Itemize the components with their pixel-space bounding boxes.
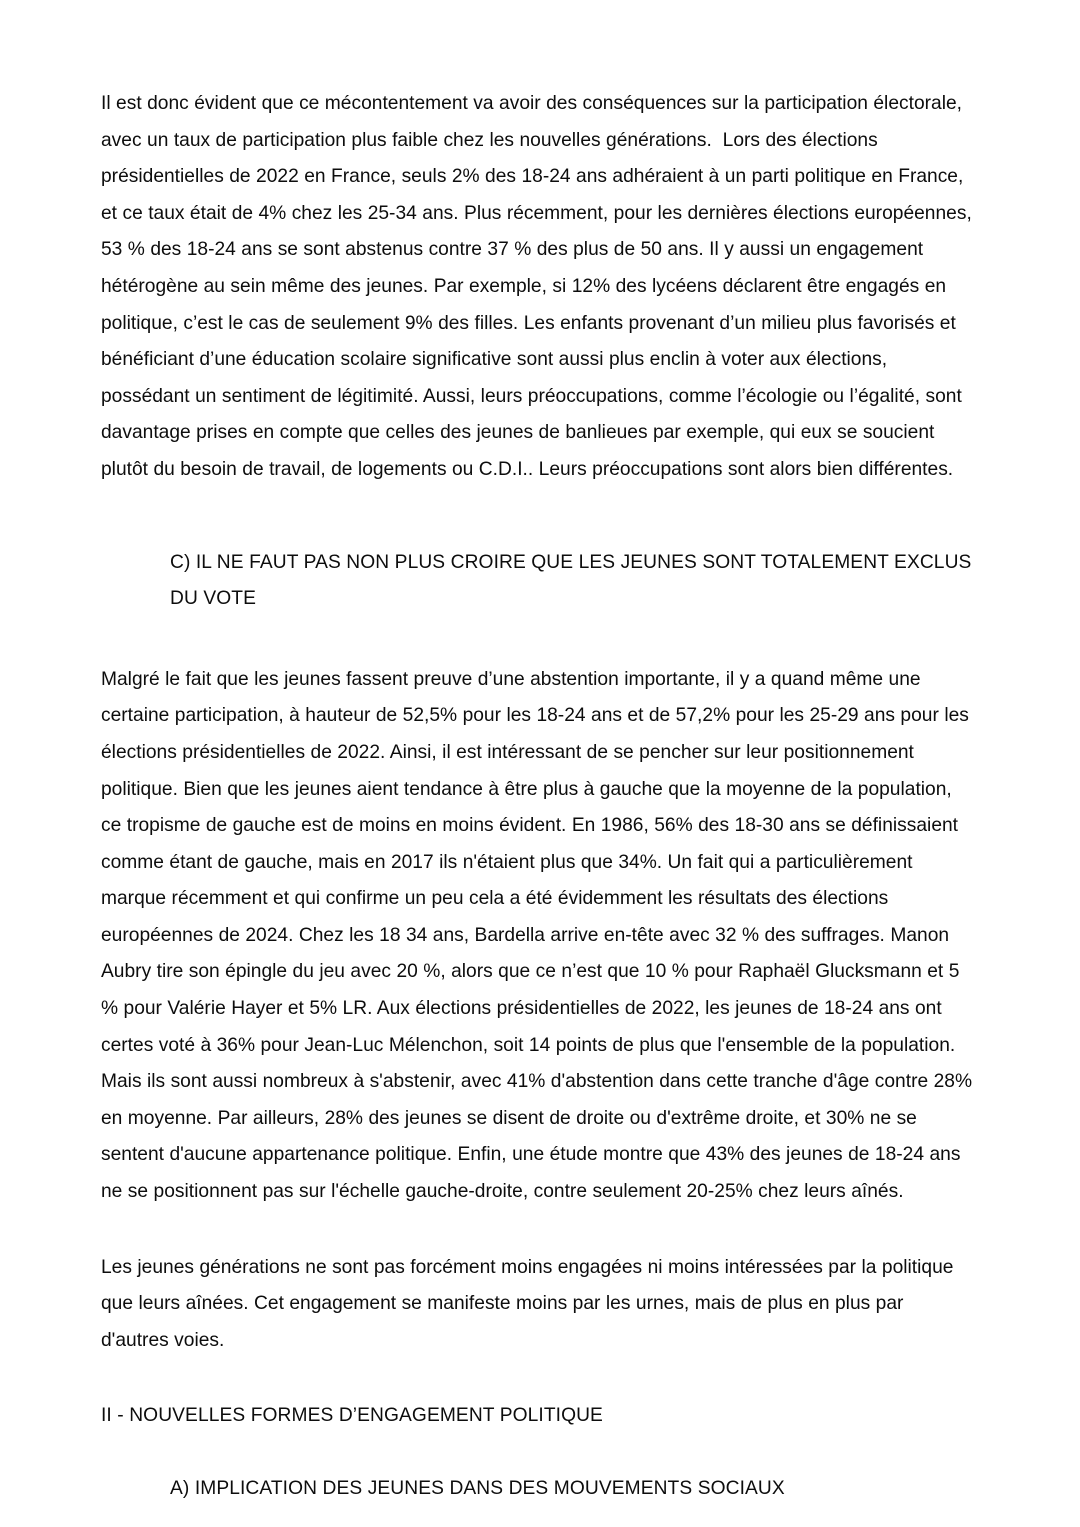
- paragraph-participation-electorale: Il est donc évident que ce mécontentement va avoir des conséquences sur la participation électorale, avec un taux de participation plus faible chez les nouvelles générations. Lors des élections présidentielles de 2022 en France, seuls 2% des 18-24 ans adhéraient à un parti politique en France, et ce taux était de 4% chez les 25-34 ans. Plus récemment, pour les dernières élections européennes, 53 % des 18-24 ans se sont abstenus contre 37 % des plus de 50 ans. Il y aussi un engagement hétérogène au sein même des jeunes. Par exemple, si 12% des lycéens déclarent être engagés en politique, c’est le cas de seulement 9% des filles. Les enfants provenant d’un milieu plus favorisés et bénéficiant d’une éducation scolaire significative sont aussi plus enclin à voter aux élections, possédant un sentiment de légitimité. Aussi, leurs préoccupations, comme l’écologie ou l’égalité, sont davantage prises en compte que celles des jeunes de banlieues par exemple, qui eux se soucient plutôt du besoin de travail, de logements ou C.D.I.. Leurs préoccupations sont alors bien différentes.: [101, 93, 978, 480]
- spacer-before-heading-a: [101, 1435, 976, 1471]
- spacer-after-heading-c: [101, 618, 976, 662]
- spacer-before-heading-ii: [101, 1359, 976, 1398]
- heading-section-c: C) IL NE FAUT PAS NON PLUS CROIRE QUE LES JEUNES SONT TOTALEMENT EXCLUS DU VOTE: [170, 551, 972, 610]
- paragraph-positionnement-politique: Malgré le fait que les jeunes fassent preuve d’une abstention importante, il y a quand même une certaine participation, à hauteur de 52,5% pour les 18-24 ans et de 57,2% pour les 25-29 ans pour les élections présidentielles de 2022. Ainsi, il est intéressant de se pencher sur leur positionnement politique. Bien que les jeunes aient tendance à être plus à gauche que la moyenne de la population, ce tropisme de gauche est de moins en moins évident. En 1986, 56% des 18-30 ans se définissaient comme étant de gauche, mais en 2017 ils n'étaient plus que 34%. Un fait qui a particulièrement marque récemment et qui confirme un peu cela a été évidemment les résultats des élections européennes de 2024. Chez les 18 34 ans, Bardella arrive en-tête avec 32 % des suffrages. Manon Aubry tire son épingle du jeu avec 20 %, alors que ce n’est que 10 % pour Raphaël Glucksmann et 5 % pour Valérie Hayer et 5% LR. Aux élections présidentielles de 2022, les jeunes de 18-24 ans ont certes voté à 36% pour Jean-Luc Mélenchon, soit 14 points de plus que l'ensemble de la population. Mais ils sont aussi nombreux à s'abstenir, avec 41% d'abstention dans cette tranche d'âge contre 28% en moyenne. Par ailleurs, 28% des jeunes se disent de droite ou d'extrême droite, et 30% ne se sentent d'aucune appartenance politique. Enfin, une étude montre que 43% des jeunes de 18-24 ans ne se positionnent pas sur l'échelle gauche-droite, contre seulement 20-25% chez leurs aînés.: [101, 668, 978, 1203]
- spacer-before-paragraph-3: [101, 1211, 976, 1250]
- spacer-before-heading-c: [101, 489, 976, 545]
- document-body: [101, 86, 976, 1508]
- heading-subsection-a: A) IMPLICATION DES JEUNES DANS DES MOUVEMENTS SOCIAUX: [170, 1478, 785, 1499]
- heading-section-ii: II - NOUVELLES FORMES D’ENGAGEMENT POLITIQUE: [101, 1405, 603, 1427]
- paragraph-jeunes-generations: Les jeunes générations ne sont pas forcément moins engagées ni moins intéressées par la politique que leurs aînées. Cet engagement se manifeste moins par les urnes, mais de plus en plus par d'autres voies.: [101, 1256, 959, 1351]
